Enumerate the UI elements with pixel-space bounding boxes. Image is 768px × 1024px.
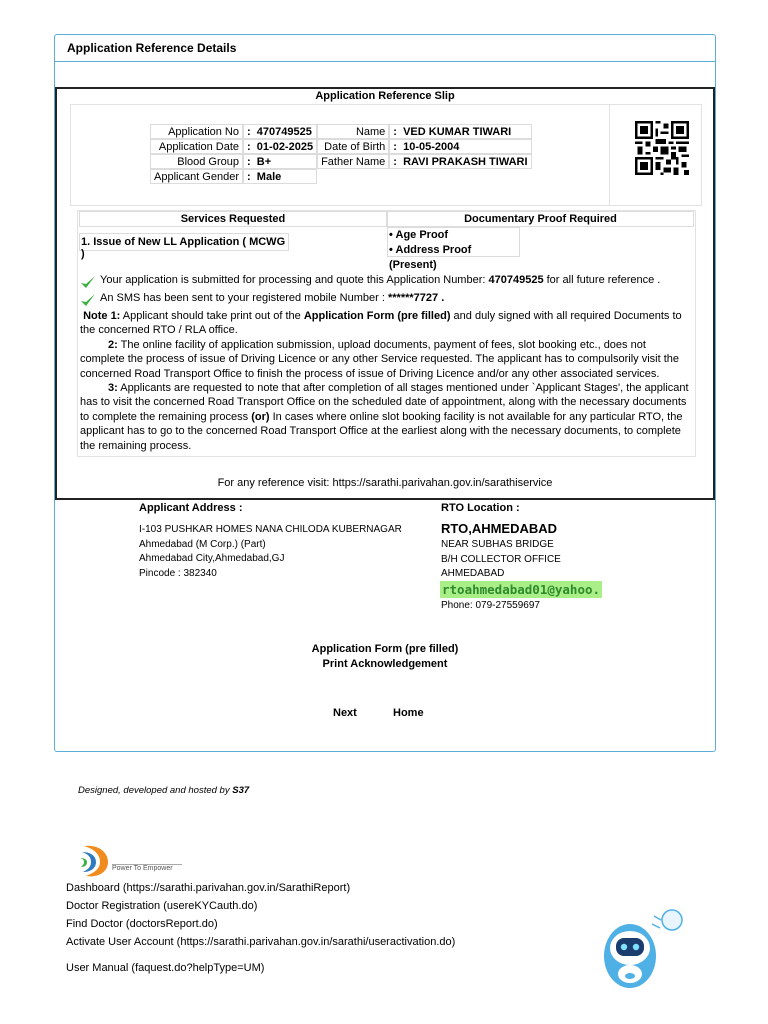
table-row: Application No : 470749525 Name : VED KUMAR TIWARI	[150, 124, 532, 139]
rto-name: RTO,AHMEDABAD	[441, 521, 558, 536]
rto-phone: Phone: 079-27559697	[441, 600, 540, 611]
father-name-label: Father Name	[317, 154, 389, 169]
docs-header: Documentary Proof Required	[387, 211, 694, 227]
application-form-link[interactable]: Application Form (pre filled)	[311, 643, 459, 655]
panel-header: Application Reference Details	[55, 35, 715, 62]
applicant-details-table	[150, 124, 532, 184]
applicant-address-heading: Applicant Address :	[139, 502, 243, 514]
father-name-value: RAVI PRAKASH TIWARI	[403, 155, 528, 168]
home-button[interactable]: Home	[393, 707, 424, 719]
list-item: • Address Proof (Present)	[389, 244, 472, 271]
activate-user-account-link[interactable]: Activate User Account (https://sarathi.parivahan.gov.in/sarathi/useractivation.do)	[66, 936, 456, 948]
sms-message: An SMS has been sent to your registered mobile Number : ******7727 .	[78, 291, 695, 309]
chatbot-robot-icon[interactable]	[600, 906, 690, 992]
dashboard-link[interactable]: Dashboard (https://sarathi.parivahan.gov.in/SarathiReport)	[66, 882, 351, 894]
qr-code-icon	[634, 121, 690, 175]
dob-value: 10-05-2004	[403, 140, 460, 153]
name-label: Name	[317, 124, 389, 139]
application-no-label: Application No	[150, 124, 243, 139]
print-acknowledgement-link[interactable]: Print Acknowledgement	[322, 658, 448, 670]
application-date-label: Application Date	[150, 139, 243, 154]
check-icon	[80, 293, 96, 307]
reference-slip	[55, 87, 715, 500]
gender-label: Applicant Gender	[150, 169, 243, 184]
note-2: 2: The online facility of application submission, upload documents, payment of fees, slot booking etc., does not complete the process of issue of Driving Licence or any other Service requested. The applicant has to compulsorily visit the concerned Road Transport Office to finish the process of issue of Driving Licence and/or any other associated services.	[80, 338, 679, 380]
reference-visit-text: For any reference visit: https://sarathi.parivahan.gov.in/sarathiservice	[217, 477, 553, 489]
service-item: 1. Issue of New LL Application ( MCWG )	[79, 233, 289, 251]
divider	[609, 105, 610, 205]
slip-title: Application Reference Slip	[315, 90, 455, 102]
logo-tagline: Power To Empower	[112, 864, 182, 872]
next-button[interactable]: Next	[333, 707, 357, 719]
notes-section	[78, 273, 695, 453]
blood-group-label: Blood Group	[150, 154, 243, 169]
application-reference-panel	[54, 34, 716, 752]
services-header: Services Requested	[79, 211, 387, 227]
blood-group-value: B+	[256, 155, 272, 168]
gender-value: Male	[256, 170, 282, 183]
find-doctor-link[interactable]: Find Doctor (doctorsReport.do)	[66, 918, 218, 930]
rto-location-heading: RTO Location :	[441, 502, 520, 514]
applicant-info-box	[70, 104, 702, 206]
table-row: Blood Group : B+ Father Name : RAVI PRAKASH TIWARI	[150, 154, 532, 169]
application-date-value: 01-02-2025	[256, 140, 314, 153]
table-row: Application Date : 01-02-2025 Date of Birth : 10-05-2004	[150, 139, 532, 154]
note-1: Note 1: Applicant should take print out of the Application Form (pre filled) and duly signed with all required Documents to the concerned RTO / RLA office.	[80, 310, 682, 337]
logo-icon	[78, 842, 112, 880]
table-row: Applicant Gender : Male	[150, 169, 532, 184]
dob-label: Date of Birth	[317, 139, 389, 154]
name-value: VED KUMAR TIWARI	[403, 125, 512, 138]
application-no-value: 470749525	[256, 125, 312, 138]
note-3: 3: Applicants are requested to note that after completion of all stages mentioned under `Applicant Stages', the applicant has to visit the concerned Road Transport Office on the scheduled date of appointment, along with the necessary documents to complete the remaining process (or) In cases where online slot booking facility is not available for any particular RTO, the applicant has to go to the concerned Road Transport Office at the earliest along with the necessary documents, to complete the remaining process.	[80, 382, 689, 452]
address-lines: I-103 PUSHKAR HOMES NANA CHILODA KUBERNAGAR Ahmedabad (M Corp.) (Part) Ahmedabad City,Ahmedabad,GJ Pincode : 382340	[139, 524, 402, 579]
check-icon	[80, 275, 96, 289]
services-box	[77, 210, 696, 457]
submission-message: Your application is submitted for processing and quote this Application Number: 470749525 for all future reference .	[78, 273, 695, 291]
doctor-registration-link[interactable]: Doctor Registration (usereKYCauth.do)	[66, 900, 258, 912]
rto-email: rtoahmedabad01@yahoo.	[442, 582, 601, 597]
footer-credit: Designed, developed and hosted by S37	[78, 785, 250, 796]
list-item: • Age Proof	[389, 229, 449, 241]
application-number: 470749525	[488, 274, 544, 286]
digital-india-logo	[78, 842, 188, 882]
masked-mobile: ******7727 .	[387, 292, 445, 304]
rto-address-lines: NEAR SUBHAS BRIDGE B/H COLLECTOR OFFICE AHMEDABAD	[441, 539, 561, 579]
user-manual-link[interactable]: User Manual (faquest.do?helpType=UM)	[66, 962, 265, 974]
docs-list	[387, 227, 520, 271]
